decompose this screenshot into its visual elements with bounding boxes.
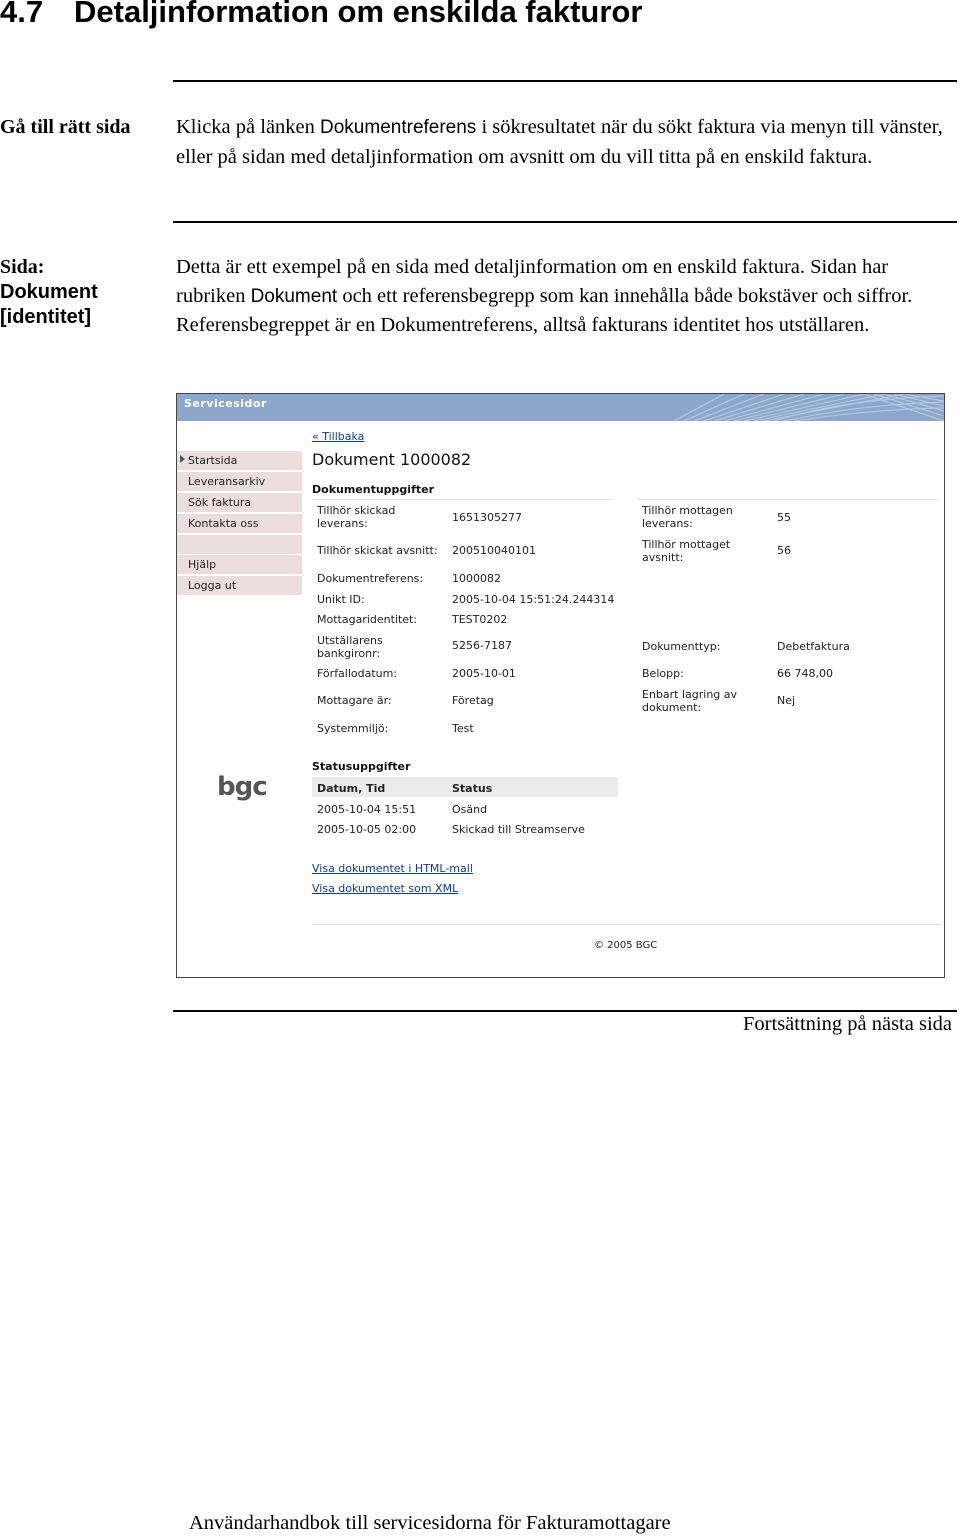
- block2-label-line1: Sida:: [0, 256, 45, 278]
- view-html-link[interactable]: Visa dokumentet i HTML-mall: [312, 862, 473, 875]
- page-title: Dokument 1000082: [312, 450, 472, 469]
- app-name: Servicesidor: [184, 397, 267, 410]
- page-footer: Användarhandbok till servicesidorna för Fakturamottagare: [189, 1512, 671, 1534]
- block2-label-line2: Dokument: [0, 281, 98, 303]
- field-label: Unikt ID:: [317, 593, 365, 606]
- status-row-status: Skickad till Streamserve: [452, 823, 585, 836]
- divider: [312, 499, 612, 500]
- field-label: Mottagaridentitet:: [317, 613, 418, 626]
- arrow-right-icon: [180, 455, 185, 463]
- field-value: 2005-10-01: [452, 667, 516, 680]
- nav-item-logga-ut[interactable]: [177, 576, 302, 597]
- status-heading: Statusuppgifter: [312, 760, 411, 773]
- status-row-datetime: 2005-10-05 02:00: [317, 823, 417, 836]
- divider: [173, 80, 957, 82]
- field-label: Belopp:: [642, 667, 684, 680]
- field-value: 66 748,00: [777, 667, 833, 680]
- nav-label: Kontakta oss: [188, 517, 259, 530]
- nav-label: Startsida: [188, 454, 238, 467]
- header-pattern: [424, 394, 944, 421]
- divider: [173, 221, 957, 223]
- section-heading: [0, 0, 642, 30]
- copyright: © 2005 BGC: [594, 940, 658, 951]
- nav-item-sok-faktura[interactable]: [177, 493, 302, 514]
- nav-label: Sök faktura: [188, 496, 252, 509]
- field-label: Enbart lagring av dokument:: [642, 688, 738, 714]
- details-heading: Dokumentuppgifter: [312, 483, 434, 496]
- screenshot-document-page: [176, 393, 945, 978]
- field-value: 56: [777, 544, 791, 557]
- block2-label: [0, 255, 98, 330]
- field-value: 1651305277: [452, 511, 522, 524]
- block2-term: Dokument: [250, 285, 338, 307]
- section-title: Detaljinformation om enskilda fakturor: [74, 0, 643, 29]
- view-xml-link[interactable]: Visa dokumentet som XML: [312, 882, 459, 895]
- block2-text-before: Detta är ett exempel på en sida med detaljinformation om en enskild faktura. Sidan har rubriken: [176, 256, 889, 307]
- field-value: Företag: [452, 694, 494, 707]
- field-label: Dokumentreferens:: [317, 572, 424, 585]
- field-label: Dokumenttyp:: [642, 640, 721, 653]
- status-row-datetime: 2005-10-04 15:51: [317, 803, 417, 816]
- back-link[interactable]: « Tillbaka: [312, 430, 365, 443]
- field-label: Tillhör mottaget avsnitt:: [642, 538, 731, 564]
- block2-text-after: och ett referensbegrepp som kan innehålla både bokstäver och siffror. Referensbegreppet är en Dokumentreferens, alltså fakturans identitet hos utställaren.: [176, 284, 913, 336]
- divider: [312, 924, 942, 925]
- nav-item-kontakta-oss[interactable]: [177, 514, 302, 535]
- block1-text: [176, 113, 956, 171]
- nav-item-hjalp[interactable]: [177, 555, 302, 576]
- divider: [173, 1010, 957, 1012]
- continuation-note: Fortsättning på nästa sida: [743, 1013, 952, 1035]
- nav-label: Logga ut: [188, 579, 237, 592]
- block1-text-after: i sökresultatet när du sökt faktura via menyn till vänster, eller på sidan med detaljinformation om avsnitt om du vill titta på en enskild faktura.: [176, 116, 943, 168]
- block1-label: Gå till rätt sida: [0, 116, 131, 138]
- field-label: Tillhör skickat avsnitt:: [317, 544, 438, 557]
- field-value: 55: [777, 511, 791, 524]
- field-value: Debetfaktura: [777, 640, 850, 653]
- nav-label: Hjälp: [188, 558, 217, 571]
- field-label: Tillhör skickad leverans:: [317, 504, 396, 530]
- block2-text: [176, 253, 956, 340]
- field-value: 200510040101: [452, 544, 536, 557]
- field-value: Nej: [777, 694, 796, 707]
- divider: [637, 499, 937, 500]
- nav-label: Leveransarkiv: [188, 475, 266, 488]
- field-label: Mottagare är:: [317, 694, 392, 707]
- status-col-status: Status: [452, 782, 493, 795]
- field-value: 1000082: [452, 572, 501, 585]
- status-col-datetime: Datum, Tid: [317, 782, 386, 795]
- nav-item-startsida[interactable]: [177, 451, 302, 472]
- section-number: 4.7: [0, 0, 44, 29]
- app-header: [177, 394, 944, 421]
- nav-spacer: [177, 535, 302, 556]
- field-value: 2005-10-04 15:51:24.244314: [452, 593, 615, 606]
- field-label: Utställarens bankgironr:: [317, 634, 383, 660]
- field-label: Förfallodatum:: [317, 667, 398, 680]
- field-value: Test: [452, 722, 474, 735]
- block1-term: Dokumentreferens: [320, 117, 477, 138]
- field-label: Tillhör mottagen leverans:: [642, 504, 733, 530]
- status-row-status: Osänd: [452, 803, 488, 816]
- field-label: Systemmiljö:: [317, 722, 389, 735]
- field-value: TEST0202: [452, 613, 508, 626]
- block1-text-before: Klicka på länken: [176, 116, 321, 138]
- bgc-logo: bgc: [217, 772, 267, 802]
- field-value: 5256-7187: [452, 639, 512, 652]
- block2-label-line3: [identitet]: [0, 306, 92, 328]
- nav-item-leveransarkiv[interactable]: [177, 472, 302, 493]
